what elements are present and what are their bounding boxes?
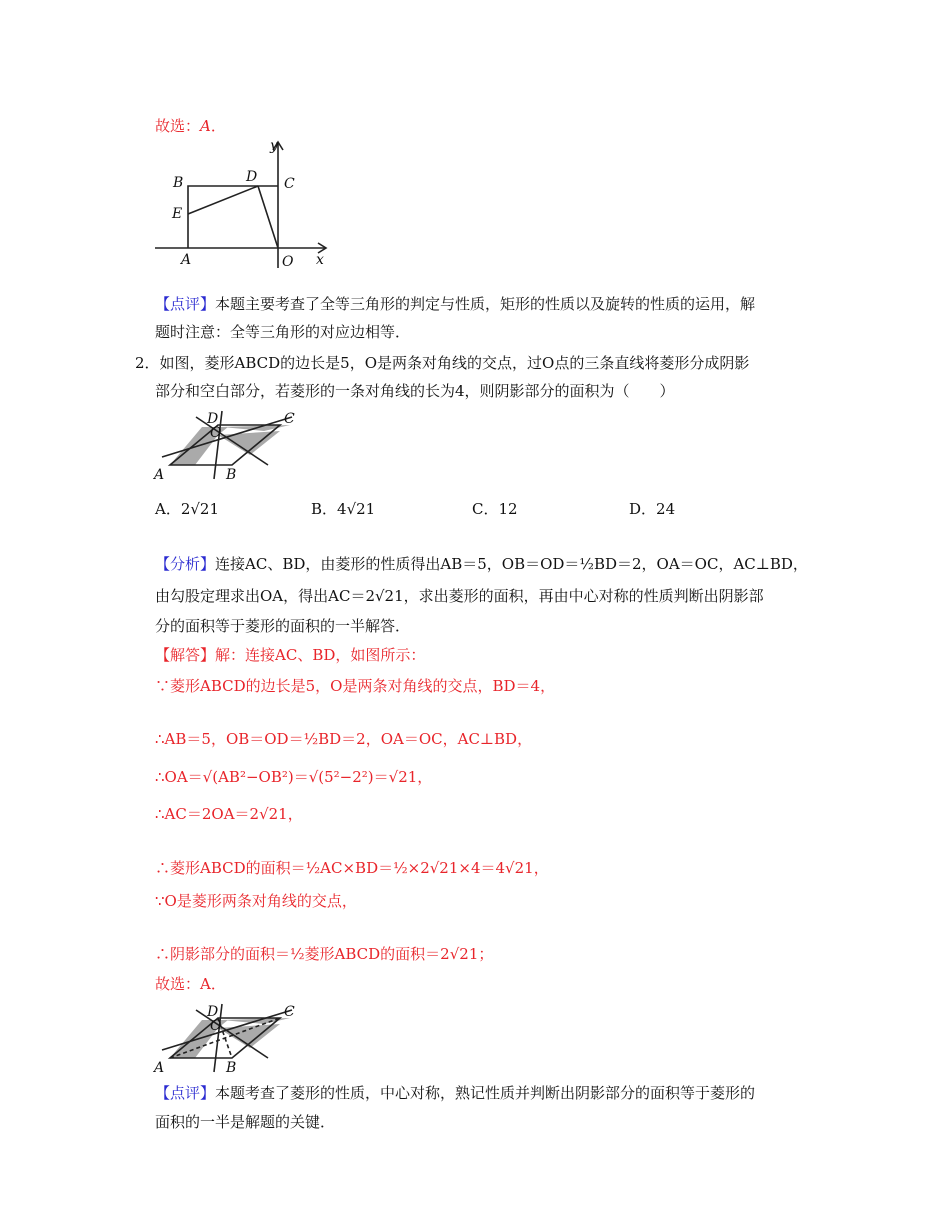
analysis-line2: 由勾股定理求出OA，得出AC＝2√21，求出菱形的面积，再由中心对称的性质判断出阴影部 [155,587,764,605]
solution-line0: 【解答】解：连接AC、BD，如图所示： [155,646,426,664]
solution-line4: ∴AC＝2OA＝2√21， [155,805,303,823]
solution-line1: ∵菱形ABCD的边长是5，O是两条对角线的交点，BD＝4， [155,677,556,695]
analysis-line1: 【分析】连接AC、BD，由菱形的性质得出AB＝5，OB＝OD＝½BD＝2，OA＝OC，AC⊥BD， [155,555,808,573]
solution-line6: ∵O是菱形两条对角线的交点， [155,892,357,910]
label-a: A [181,252,192,268]
option-a: A．2√21 [155,500,220,518]
question-2-line2: 部分和空白部分，若菱形的一条对角线的长为4，则阴影部分的面积为（ ） [155,382,675,400]
label-d3: D [207,1004,219,1020]
rhombus-figure [150,405,310,481]
solution-line3: ∴OA＝√(AB²−OB²)＝√(5²−2²)＝√21， [155,768,433,786]
review-2-line2: 面积的一半是解题的关键． [155,1113,336,1131]
label-o2: O [210,425,222,441]
question-2-line1: 2．如图，菱形ABCD的边长是5，O是两条对角线的交点，过O点的三条直线将菱形分成阴影 [135,354,750,372]
label-c: C [284,176,295,192]
answer-line: 故选：A． [155,117,226,135]
segment-ed [188,186,258,214]
analysis-line3: 分的面积等于菱形的面积的一半解答． [155,617,411,635]
label-o3: O [210,1018,222,1034]
label-d2: D [207,411,219,427]
label-e: E [172,206,183,222]
rhombus-figure-2 [150,998,310,1074]
label-x: x [316,252,324,268]
label-o: O [282,254,294,270]
label-c3: C [284,1004,295,1020]
solution-answer: 故选：A． [155,975,226,993]
option-d: D．24 [629,500,676,518]
label-b: B [173,175,184,191]
label-a3: A [154,1060,165,1074]
rectangle-figure [150,138,340,273]
label-b2: B [226,467,237,481]
review-2-line1: 【点评】本题考查了菱形的性质，中心对称，熟记性质并判断出阴影部分的面积等于菱形的 [155,1084,756,1102]
solution-line2: ∴AB＝5，OB＝OD＝½BD＝2，OA＝OC，AC⊥BD， [155,730,533,748]
review-1-line1: 【点评】本题主要考查了全等三角形的判定与性质，矩形的性质以及旋转的性质的运用，解 [155,295,756,313]
label-a2: A [154,467,165,481]
segment-do [258,186,278,248]
label-b3: B [226,1060,237,1074]
label-c2: C [284,411,295,427]
solution-line7: ∴阴影部分的面积＝½菱形ABCD的面积＝2√21； [155,945,494,963]
solution-line5: ∴菱形ABCD的面积＝½AC×BD＝½×2√21×4＝4√21， [155,859,549,877]
label-d: D [246,169,258,185]
option-b: B．4√21 [311,500,376,518]
option-c: C．12 [472,500,518,518]
label-y: y [270,138,278,154]
review-1-line2: 题时注意：全等三角形的对应边相等． [155,323,411,341]
